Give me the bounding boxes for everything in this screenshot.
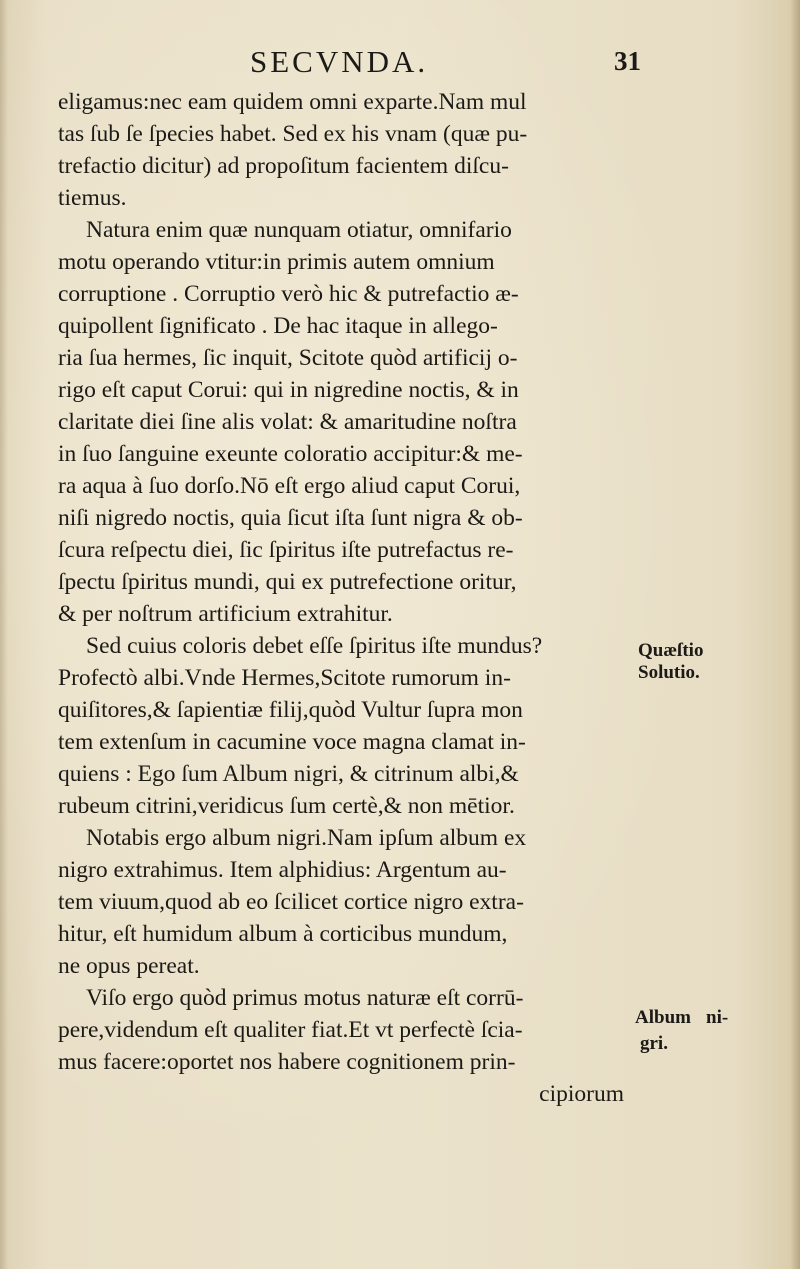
- page-edge-shadow: [790, 0, 800, 1269]
- text-line: in ſuo ſanguine exeunte coloratio accipitur:& me-: [58, 441, 523, 467]
- text-line: mus facere:oportet nos habere cognitionem prin-: [58, 1049, 516, 1075]
- marginal-note-solutio: Solutio.: [638, 662, 700, 683]
- text-line: & per noſtrum artificium extrahitur.: [58, 601, 393, 627]
- page-number: 31: [614, 46, 641, 76]
- text-line: nigro extrahimus. Item alphidius: Argentum au-: [58, 857, 507, 883]
- text-line: quiens : Ego ſum Album nigri, & citrinum albi,&: [58, 761, 519, 787]
- text-line: pere,videndum eſt qualiter fiat.Et vt perfectè ſcia-: [58, 1017, 523, 1043]
- text-line: rigo eſt caput Corui: qui in nigredine noctis, & in: [58, 377, 519, 403]
- text-line: hitur, eſt humidum album à corticibus mundum,: [58, 921, 508, 947]
- text-line: Notabis ergo album nigri.Nam ipſum album ex: [86, 825, 527, 851]
- text-line: tem viuum,quod ab eo ſcilicet cortice nigro extra-: [58, 889, 524, 915]
- text-line: ra aqua à ſuo dorſo.Nō eſt ergo aliud caput Corui,: [58, 473, 521, 499]
- text-line: Profectò albi.Vnde Hermes,Scitote rumorum in-: [58, 665, 511, 691]
- main-text-block: [58, 86, 628, 1110]
- text-line: Sed cuius coloris debet eſſe ſpiritus iſte mundus?: [86, 633, 543, 659]
- catchword: cipiorum: [539, 1081, 624, 1107]
- page-gutter-shadow: [0, 0, 8, 1269]
- text-line: eligamus:nec eam quidem omni exparte.Nam mul: [58, 89, 527, 115]
- text-line: motu operando vtitur:in primis autem omnium: [58, 249, 495, 275]
- text-line: quipollent ſignificato . De hac itaque in allego-: [58, 313, 498, 339]
- text-line: quiſitores,& ſapientiæ filij,quòd Vultur ſupra mon: [58, 697, 523, 723]
- text-line: Natura enim quæ nunquam otiatur, omnifario: [86, 217, 512, 243]
- text-line: trefactio dicitur) ad propoſitum facientem diſcu-: [58, 153, 509, 179]
- text-line: tas ſub ſe ſpecies habet. Sed ex his vnam (quæ pu-: [58, 121, 528, 147]
- text-line: ſpectu ſpiritus mundi, qui ex putrefectione oritur,: [58, 569, 517, 595]
- text-line: claritate diei ſine alis volat: & amaritudine noſtra: [58, 409, 517, 435]
- page-header: [0, 44, 800, 80]
- marginal-note-gri: gri.: [640, 1033, 668, 1054]
- text-line: ne opus pereat.: [58, 953, 200, 979]
- running-title: SECVNDA.: [250, 44, 429, 79]
- text-line: Viſo ergo quòd primus motus naturæ eſt corrū-: [86, 985, 524, 1011]
- text-line: ſcura reſpectu diei, ſic ſpiritus iſte putrefactus re-: [58, 537, 514, 563]
- text-line: corruptione . Corruptio verò hic & putrefactio æ-: [58, 281, 519, 307]
- text-line: ria ſua hermes, ſic inquit, Scitote quòd artificij o-: [58, 345, 518, 371]
- text-line: tem extenſum in cacumine voce magna clamat in-: [58, 729, 526, 755]
- text-line: rubeum citrini,veridicus ſum certè,& non mētior.: [58, 793, 515, 819]
- text-line: tiemus.: [58, 185, 127, 211]
- marginal-note-ni: ni-: [706, 1007, 729, 1028]
- marginal-note-album: Album: [635, 1007, 691, 1028]
- marginal-note-quaestio: Quæſtio: [638, 640, 704, 661]
- text-line: niſi nigredo noctis, quia ſicut iſta ſunt nigra & ob-: [58, 505, 523, 531]
- marginal-note-quaestio-solutio: [638, 640, 703, 684]
